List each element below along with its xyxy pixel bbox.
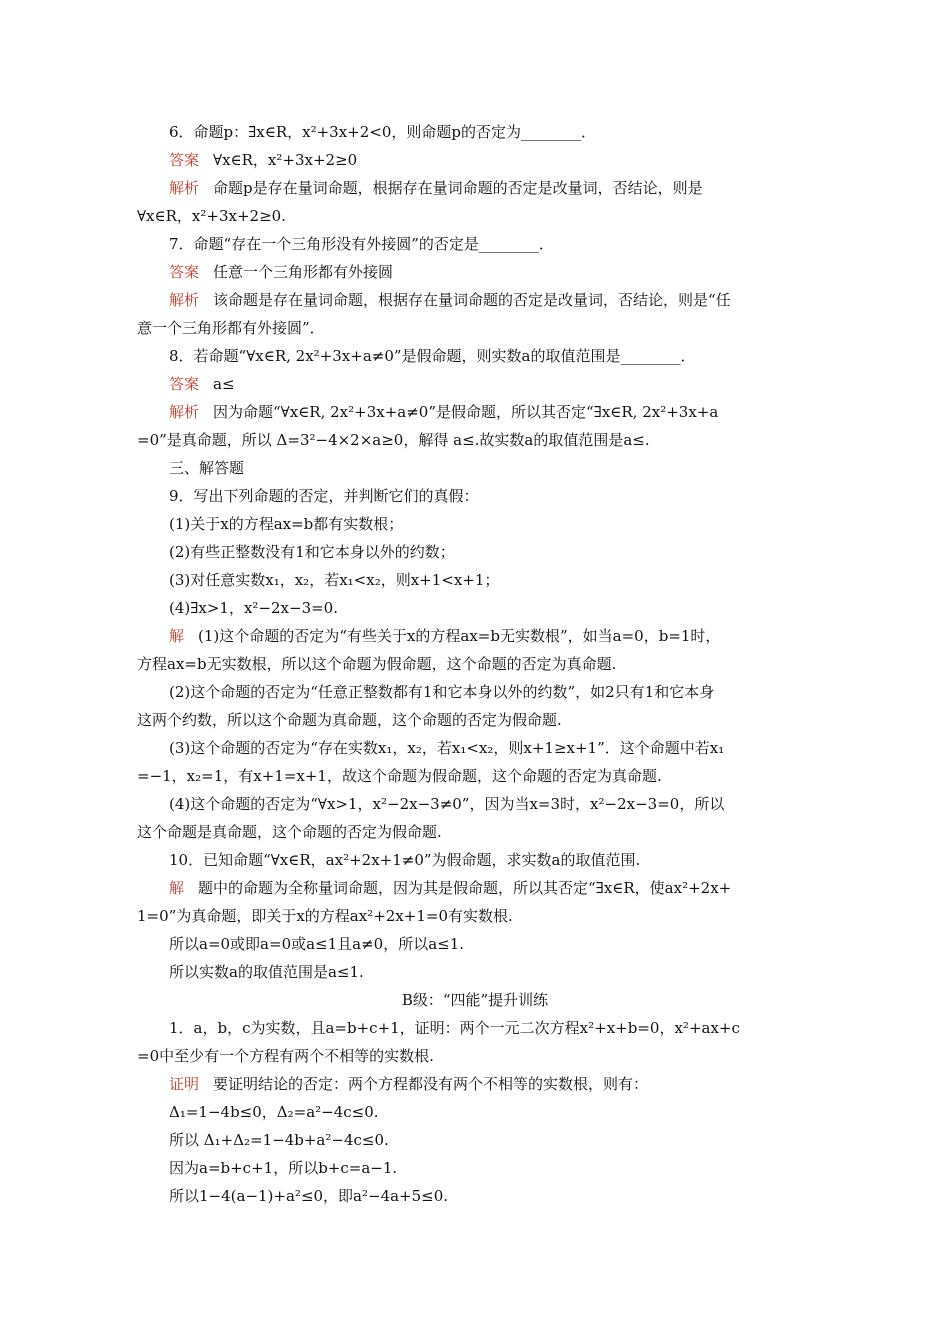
- line-text: 1．a，b，c为实数，且a=b+c+1，证明：两个一元二次方程x²+x+b=0，x²+ax+c: [169, 1019, 740, 1037]
- line-text: =0”是真命题，所以 Δ=3²−4×2×a≥0，解得 a≤.故实数a的取值范围是a≤.: [137, 431, 650, 449]
- answer-tag: 答案: [169, 151, 200, 169]
- text-line: [137, 1154, 813, 1182]
- line-text: 所以a=0或即a=0或a≤1且a≠0，所以a≤1.: [169, 935, 465, 953]
- text-line: [137, 762, 813, 790]
- answer-tag: 答案: [169, 375, 200, 393]
- answer-tag: 解: [169, 879, 185, 897]
- line-text: (3)这个命题的否定为“存在实数x₁，x₂，若x₁<x₂，则x+1≥x+1”．这个命题中若x₁: [169, 739, 725, 757]
- line-text: ∀x∈R，x²+3x+2≥0: [213, 151, 358, 169]
- text-line: [137, 986, 813, 1014]
- text-line: [137, 650, 813, 678]
- text-line: [137, 398, 813, 426]
- line-text: (4)这个命题的否定为“∀x>1，x²−2x−3≠0”，因为当x=3时，x²−2x−3=0，所以: [169, 795, 725, 813]
- answer-tag: 解析: [169, 291, 200, 309]
- text-line: [137, 1182, 813, 1210]
- line-text: (2)有些正整数没有1和它本身以外的约数；: [169, 543, 455, 561]
- line-text: 8．若命题“∀x∈R, 2x²+3x+a≠0”是假命题，则实数a的取值范围是________．: [169, 347, 696, 365]
- line-text: 所以实数a的取值范围是a≤1.: [169, 963, 364, 981]
- text-line: [137, 1098, 813, 1126]
- line-text: (3)对任意实数x₁，x₂，若x₁<x₂，则x+1<x+1；: [169, 571, 500, 589]
- line-text: 题中的命题为全称量词命题，因为其是假命题，所以其否定“∃x∈R，使ax²+2x+: [198, 879, 732, 897]
- text-line: [137, 734, 813, 762]
- text-line: [137, 958, 813, 986]
- text-line: [137, 1070, 813, 1098]
- line-text: Δ₁=1−4b≤0，Δ₂=a²−4c≤0.: [169, 1103, 379, 1121]
- line-text: 这个命题是真命题，这个命题的否定为假命题.: [137, 823, 442, 841]
- answer-tag: 解析: [169, 403, 200, 421]
- text-line: [137, 678, 813, 706]
- text-line: [137, 594, 813, 622]
- text-line: [137, 566, 813, 594]
- line-text: 6．命题p：∃x∈R，x²+3x+2<0，则命题p的否定为________．: [169, 123, 597, 141]
- line-text: a≤: [213, 375, 235, 393]
- line-text: 要证明结论的否定：两个方程都没有两个不相等的实数根，则有：: [213, 1075, 649, 1093]
- text-line: [137, 118, 813, 146]
- text-line: [137, 1042, 813, 1070]
- line-text: 三、解答题: [169, 459, 245, 477]
- text-line: [137, 230, 813, 258]
- line-text: 任意一个三角形都有外接圆: [213, 263, 394, 281]
- text-line: [137, 1126, 813, 1154]
- text-line: [137, 874, 813, 902]
- line-text: 方程ax=b无实数根，所以这个命题为假命题，这个命题的否定为真命题.: [137, 655, 617, 673]
- text-line: [137, 622, 813, 650]
- text-line: [137, 286, 813, 314]
- text-line: [137, 706, 813, 734]
- text-line: [137, 174, 813, 202]
- line-text: (1)这个命题的否定为“有些关于x的方程ax=b无实数根”，如当a=0，b=1时，: [198, 627, 721, 645]
- line-text: (2)这个命题的否定为“任意正整数都有1和它本身以外的约数”，如2只有1和它本身: [169, 683, 715, 701]
- text-line: [137, 370, 813, 398]
- text-line: [137, 538, 813, 566]
- answer-tag: 解析: [169, 179, 200, 197]
- line-text: 命题p是存在量词命题，根据存在量词命题的否定是改量词，否结论，则是: [213, 179, 703, 197]
- text-line: [137, 930, 813, 958]
- text-line: [137, 482, 813, 510]
- line-text: 该命题是存在量词命题，根据存在量词命题的否定是改量词，否结论，则是“任: [213, 291, 731, 309]
- line-text: ∀x∈R，x²+3x+2≥0.: [137, 207, 286, 225]
- answer-tag: 证明: [169, 1075, 200, 1093]
- line-text: 意一个三角形都有外接圆”．: [137, 319, 325, 337]
- document-body: [137, 118, 813, 1210]
- line-text: (1)关于x的方程ax=b都有实数根；: [169, 515, 404, 533]
- text-line: [137, 510, 813, 538]
- text-line: [137, 818, 813, 846]
- answer-tag: 答案: [169, 263, 200, 281]
- line-text: 所以1−4(a−1)+a²≤0，即a²−4a+5≤0.: [169, 1187, 449, 1205]
- text-line: [137, 146, 813, 174]
- line-text: 10．已知命题“∀x∈R，ax²+2x+1≠0”为假命题，求实数a的取值范围.: [169, 851, 641, 869]
- line-text: =0中至少有一个方程有两个不相等的实数根.: [137, 1047, 434, 1065]
- line-text: 1=0”为真命题，即关于x的方程ax²+2x+1=0有实数根.: [137, 907, 513, 925]
- text-line: [137, 1014, 813, 1042]
- text-line: [137, 258, 813, 286]
- text-line: [137, 314, 813, 342]
- text-line: [137, 426, 813, 454]
- text-line: [137, 202, 813, 230]
- line-text: 所以 Δ₁+Δ₂=1−4b+a²−4c≤0.: [169, 1131, 389, 1149]
- text-line: [137, 846, 813, 874]
- line-text: 因为命题“∀x∈R, 2x²+3x+a≠0”是假命题，所以其否定“∃x∈R, 2x²+3x+a: [213, 403, 719, 421]
- line-text: =−1，x₂=1，有x+1=x+1，故这个命题为假命题，这个命题的否定为真命题.: [137, 767, 662, 785]
- line-text: 7．命题“存在一个三角形没有外接圆”的否定是________．: [169, 235, 554, 253]
- line-text: 因为a=b+c+1，所以b+c=a−1.: [169, 1159, 398, 1177]
- answer-tag: 解: [169, 627, 185, 645]
- text-line: [137, 902, 813, 930]
- line-text: B级：“四能”提升训练: [401, 991, 549, 1009]
- line-text: 9．写出下列命题的否定，并判断它们的真假：: [169, 487, 479, 505]
- text-line: [137, 342, 813, 370]
- line-text: 这两个约数，所以这个命题为真命题，这个命题的否定为假命题.: [137, 711, 562, 729]
- text-line: [137, 790, 813, 818]
- text-line: [137, 454, 813, 482]
- line-text: (4)∃x>1，x²−2x−3=0.: [169, 599, 338, 617]
